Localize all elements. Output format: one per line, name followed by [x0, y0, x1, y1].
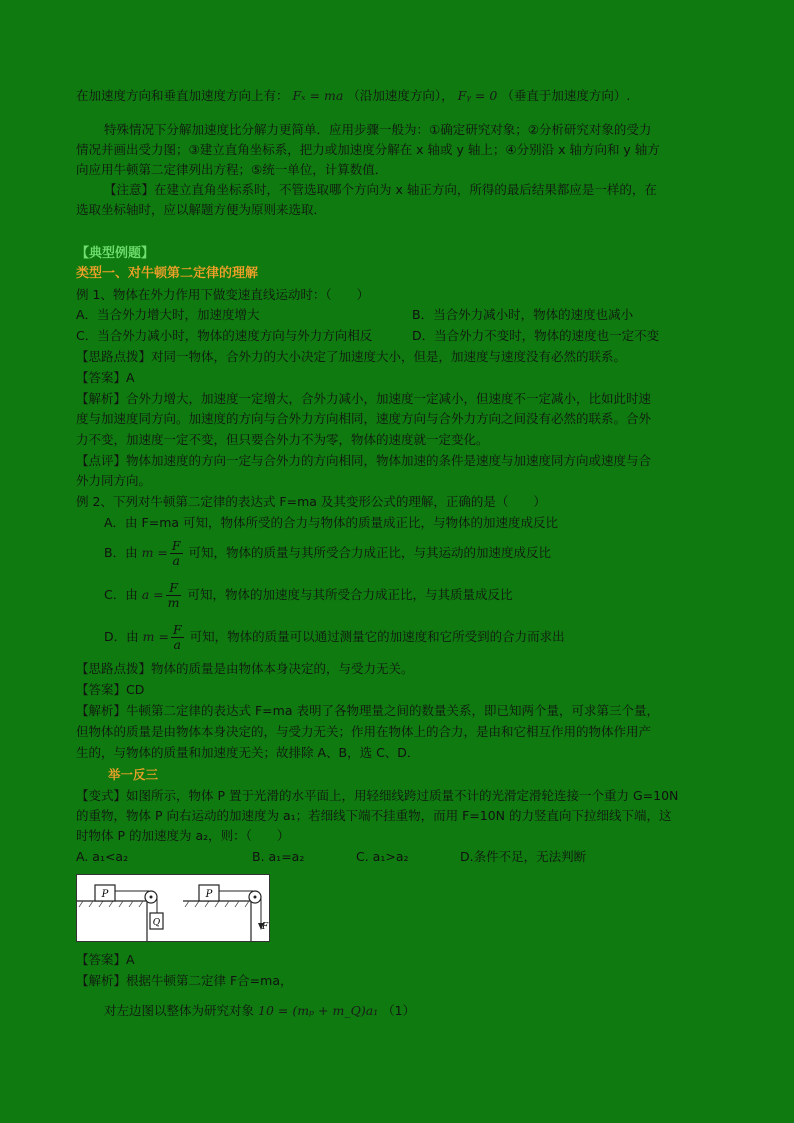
ex1-comment-2: 外力同方向。	[76, 473, 152, 488]
ex1-analysis-2: 度与加速度同方向。加速度的方向与合外力方向相同，速度方向与合外力方向之间没有必然的联系。合外	[76, 411, 652, 426]
ex1-analysis-1: 【解析】合外力增大，加速度一定增大，合外力减小，加速度一定减小，但速度不一定减小，比如此时速	[76, 391, 652, 406]
variant-line-3: 时物体 P 的加速度为 a₂，则：（ ）	[76, 828, 290, 843]
formula-fx: Fₓ = ma	[292, 88, 344, 103]
variant-last-line	[104, 1001, 415, 1021]
ex2-option-b-pre: B．由	[104, 545, 138, 560]
variant-line-1: 【变式】如图所示，物体 P 置于光滑的水平面上，用轻细线跨过质量不计的光滑定滑轮连接一个重力 G=10N	[76, 788, 679, 803]
fraction-f-over-a-2: $\frac{F}{a}$	[172, 622, 182, 652]
intro-line-1	[76, 86, 630, 106]
ex1-answer: 【答案】A	[76, 370, 135, 385]
variant-analysis: 【解析】根据牛顿第二定律 F合=ma，	[76, 973, 293, 988]
variant-option-b: B. a₁=a₂	[252, 849, 305, 864]
ex2-option-c-pre: C．由	[104, 587, 138, 602]
ex2-option-a: A．由 F=ma 可知，物体所受的合力与物体的质量成正比，与物体的加速度成反比	[104, 515, 558, 530]
formula-total: 10 = (mₚ + m_Q)a₁	[258, 1003, 379, 1018]
ex2-option-d-pre: D．由	[104, 629, 139, 644]
para2-line-3: 向应用牛顿第二定律列出方程；⑤统一单位，计算数值．	[76, 162, 388, 177]
ex2-option-b	[104, 535, 551, 571]
note-line-1: 【注意】在建立直角坐标系时，不管选取哪个方向为 x 轴正方向，所得的最后结果都应是一样的，在	[104, 182, 657, 197]
ex2-option-d	[104, 619, 565, 655]
ex2-option-c-post: 可知，物体的加速度与其所受合力成正比，与其质量成反比	[187, 587, 513, 602]
variant-option-d: D.条件不足，无法判断	[460, 849, 587, 864]
type1-title: 类型一、对牛顿第二定律的理解	[76, 266, 259, 281]
label-p-left: P	[101, 889, 109, 900]
intro-text-b: （沿加速度方向），	[347, 88, 454, 103]
ex2-option-c	[104, 577, 512, 613]
intro-text-c: （垂直于加速度方向）.	[501, 88, 631, 103]
section-title: 【典型例题】	[76, 246, 155, 261]
formula-m-lhs: m =	[141, 545, 168, 560]
intro-text-a: 在加速度方向和垂直加速度方向上有：	[76, 88, 289, 103]
ex1-analysis-3: 力不变，加速度一定不变，但只要合外力不为零，物体的速度就一定变化。	[76, 432, 489, 447]
label-p-right: P	[205, 889, 213, 900]
ex1-option-d: D．当合外力不变时，物体的速度也一定不变	[412, 328, 660, 343]
ex1-question: 例 1、物体在外力作用下做变速直线运动时：（ ）	[76, 287, 370, 302]
para2-line-2: 情况并画出受力图；③建立直角坐标系，把力或加速度分解在 x 轴或 y 轴上；④分别沿 x 轴方向和 y 轴方	[76, 142, 660, 157]
formula-fy: Fᵧ = 0	[457, 88, 498, 103]
table-hatch-left	[79, 901, 143, 907]
ex2-analysis-3: 生的，与物体的质量和加速度无关；故排除 A、B，选 C、D．	[76, 745, 420, 760]
ex1-option-a: A．当合外力增大时，加速度增大	[76, 307, 260, 322]
ex1-option-b: B．当合外力减小时，物体的速度也减小	[412, 307, 634, 322]
ex1-hint: 【思路点拨】对同一物体，合外力的大小决定了加速度大小，但是，加速度与速度没有必然的联系。	[76, 349, 627, 364]
ex1-comment-1: 【点评】物体加速度的方向一定与合外力的方向相同，物体加速的条件是速度与加速度同方向或速度与合	[76, 453, 652, 468]
fraction-f-over-a: $\frac{F}{a}$	[171, 538, 181, 568]
variant-option-c: C. a₁>a₂	[356, 849, 409, 864]
note-line-2: 选取坐标轴时，应以解题方便为原则来选取．	[76, 202, 327, 217]
pulley-figure	[76, 874, 270, 942]
ex1-option-c: C．当合外力减小时，物体的速度方向与外力方向相反	[76, 328, 373, 343]
formula-a-lhs: a =	[141, 587, 164, 602]
ex2-answer: 【答案】CD	[76, 682, 145, 697]
ex2-analysis-1: 【解析】牛顿第二定律的表达式 F=ma 表明了各物理量之间的数量关系，即已知两个量，可求第三个量，	[76, 703, 659, 718]
variant-last-pre: 对左边图以整体为研究对象	[104, 1003, 255, 1018]
ex2-hint: 【思路点拨】物体的质量是由物体本身决定的，与受力无关。	[76, 661, 414, 676]
ex2-analysis-2: 但物体的质量是由物体本身决定的，与受力无关；作用在物体上的合力，是由和它相互作用的物体作用产	[76, 724, 652, 739]
ex2-option-d-post: 可知，物体的质量可以通过测量它的加速度和它所受到的合力而求出	[189, 629, 565, 644]
fraction-f-over-m: $\frac{F}{m}$	[167, 580, 180, 610]
para2-line-1: 特殊情况下分解加速度比分解力更简单．应用步骤一般为：①确定研究对象；②分析研究对象的受力	[104, 122, 652, 137]
ex2-option-b-post: 可知，物体的质量与其所受合力成正比，与其运动的加速度成反比	[188, 545, 552, 560]
table-hatch-right	[185, 901, 249, 907]
label-f: F	[261, 922, 269, 932]
variant-option-a: A. a₁<a₂	[76, 849, 129, 864]
pulley-diagram	[77, 875, 269, 941]
drill-title: 举一反三	[108, 767, 159, 782]
label-q: Q	[152, 918, 161, 928]
variant-answer: 【答案】A	[76, 952, 135, 967]
ex1-options-row1	[76, 305, 260, 325]
variant-last-post: （1）	[382, 1003, 416, 1018]
variant-line-2: 的重物，物体 P 向右运动的加速度为 a₁；若细线下端不挂重物，而用 F=10N 的力竖直向下拉细线下端，这	[76, 808, 672, 823]
ex2-question: 例 2、下列对牛顿第二定律的表达式 F=ma 及其变形公式的理解，正确的是（ ）	[76, 494, 546, 509]
formula-m-lhs-2: m =	[142, 629, 169, 644]
